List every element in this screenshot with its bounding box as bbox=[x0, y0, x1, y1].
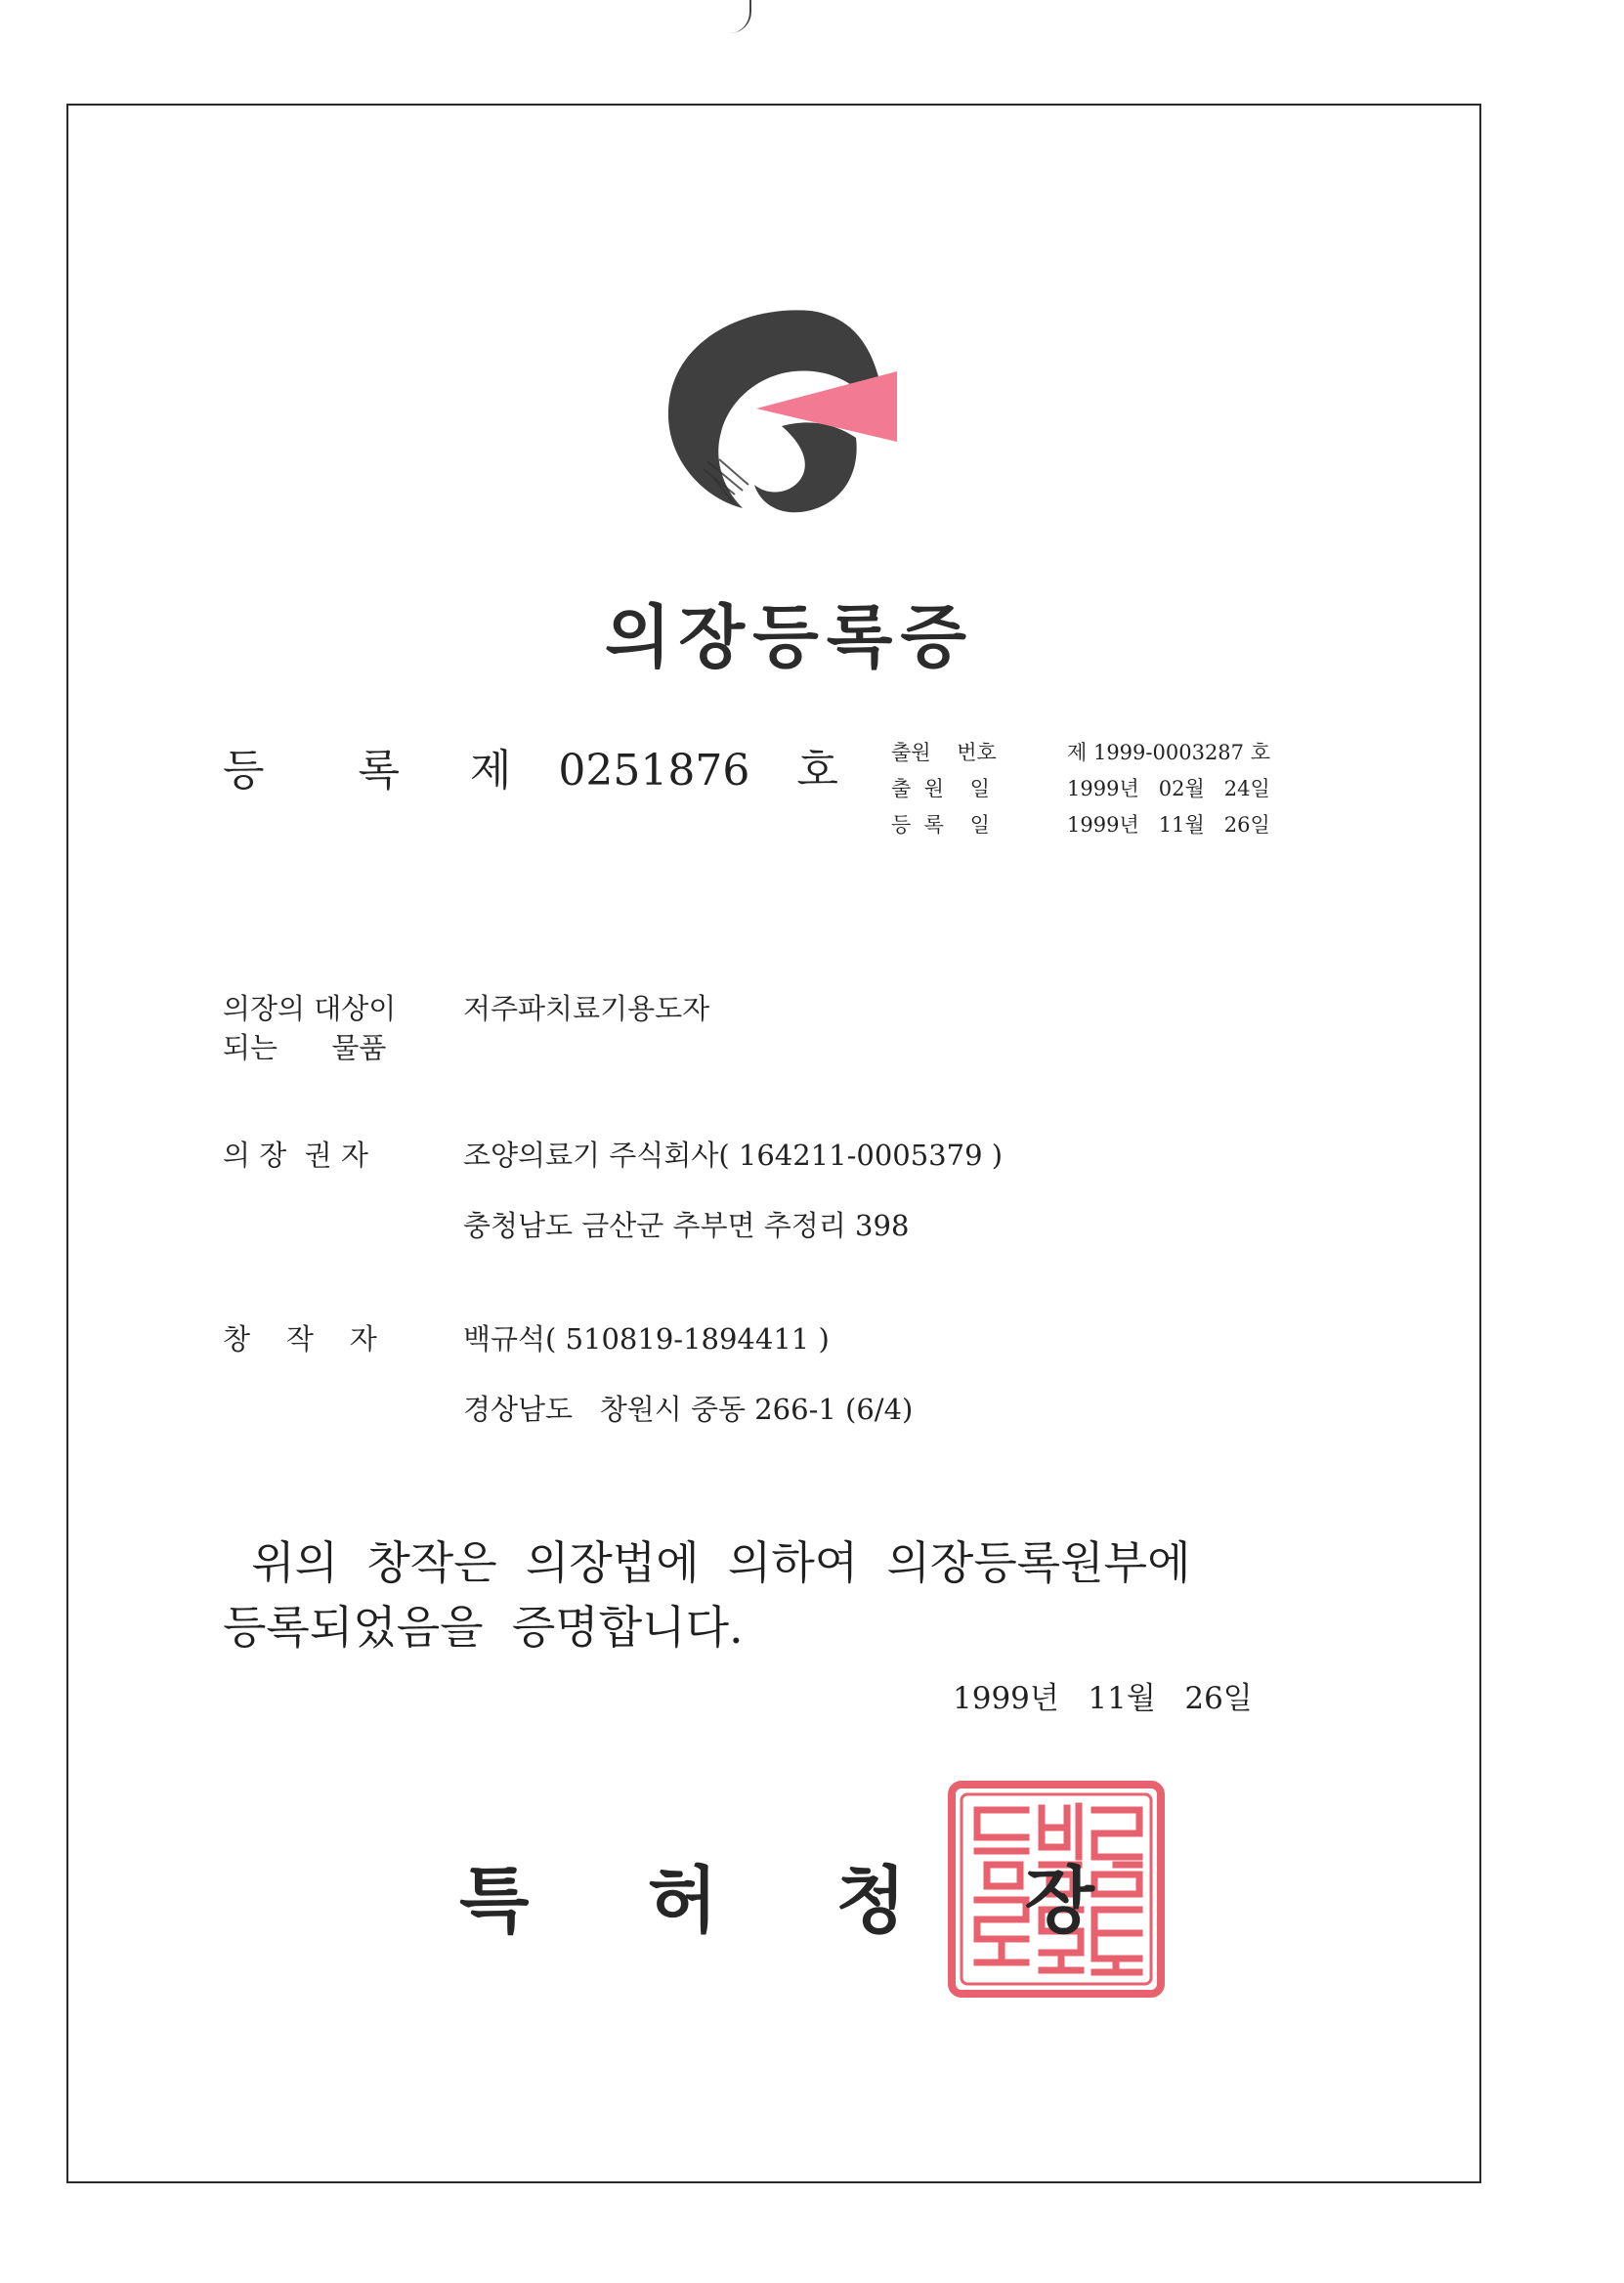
filing-label: 출 원 일 bbox=[891, 777, 990, 800]
creator-name: 백규석( 510819-1894411 ) bbox=[463, 1322, 830, 1356]
filing-row bbox=[891, 771, 1270, 807]
issuer-char: 허 bbox=[647, 1859, 718, 1943]
right-holder-label: 의 장 권 자 bbox=[223, 1139, 368, 1172]
declaration-line-2: 등록되었음을 증명합니다. bbox=[223, 1601, 744, 1654]
issuer-char: 장 bbox=[1024, 1859, 1094, 1943]
creator-address: 경상남도 창원시 중동 266-1 (6/4) bbox=[463, 1393, 914, 1426]
creator-label: 창 작 자 bbox=[223, 1322, 377, 1356]
issuer-char: 청 bbox=[835, 1859, 907, 1943]
page-edge-mark bbox=[728, 0, 751, 33]
declaration-text bbox=[223, 1530, 1346, 1659]
right-holder-address: 충청남도 금산군 추부면 추정리 398 bbox=[463, 1209, 910, 1242]
article-value: 저주파치료기용도자 bbox=[463, 992, 710, 1025]
article-label-line1: 의장의 대상이 bbox=[223, 992, 397, 1025]
certificate-date: 1999년 11월 26일 bbox=[953, 1681, 1253, 1716]
filing-value: 1999년 02월 24일 bbox=[1067, 777, 1270, 800]
issuer-office bbox=[459, 1843, 1094, 1947]
filing-label: 등 록 일 bbox=[891, 813, 990, 837]
kipo-emblem-icon bbox=[664, 303, 919, 518]
filing-label: 출원 번호 bbox=[891, 741, 997, 764]
issuer-char: 특 bbox=[459, 1859, 530, 1943]
filing-value: 1999년 11월 26일 bbox=[1067, 813, 1270, 837]
registration-number: 등 록 제 0251876 호 bbox=[223, 746, 838, 796]
page-title: 의장등록증 bbox=[604, 597, 975, 677]
declaration-line-1: 위의 창작은 의장법에 의하여 의장등록원부에 bbox=[223, 1536, 1191, 1589]
right-holder-name: 조양의료기 주식회사( 164211-0005379 ) bbox=[463, 1139, 1004, 1172]
filing-value: 제 1999-0003287 호 bbox=[1067, 741, 1270, 764]
article-label-line2: 되는 물품 bbox=[223, 1031, 387, 1064]
filing-row bbox=[891, 807, 1270, 843]
filing-row bbox=[891, 735, 1270, 771]
filing-info bbox=[891, 735, 1270, 843]
